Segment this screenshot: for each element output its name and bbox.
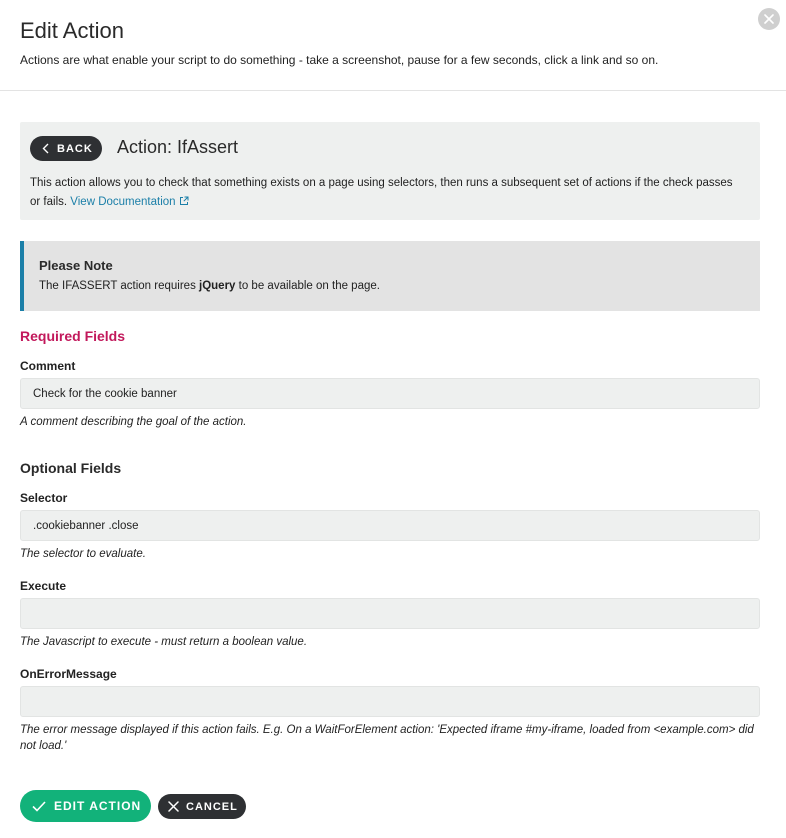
comment-help: A comment describing the goal of the action. (20, 416, 247, 428)
modal-subtitle: Actions are what enable your script to do something - take a screenshot, pause for a few seconds, click a link and so on. (20, 53, 659, 67)
check-icon (32, 801, 46, 812)
selector-input[interactable] (20, 510, 760, 541)
view-documentation-link[interactable] (70, 196, 188, 208)
back-button[interactable] (30, 136, 102, 161)
close-button[interactable] (758, 8, 780, 30)
on-error-message-input[interactable] (20, 686, 760, 717)
cancel-label: CANCEL (186, 800, 238, 813)
close-icon (168, 801, 179, 812)
selector-label: Selector (20, 491, 68, 505)
selector-help: The selector to evaluate. (20, 548, 146, 560)
note-title: Please Note (39, 258, 113, 273)
action-description (30, 174, 742, 212)
comment-label: Comment (20, 359, 76, 373)
note-text-after: to be available on the page. (235, 280, 380, 292)
please-note-box (20, 241, 760, 311)
cancel-button[interactable] (158, 794, 246, 819)
action-title: Action: IfAssert (117, 137, 239, 157)
edit-action-button[interactable] (20, 790, 151, 822)
edit-action-label: EDIT ACTION (54, 799, 142, 813)
optional-fields-title: Optional Fields (20, 460, 122, 476)
execute-help: The Javascript to execute - must return a boolean value. (20, 636, 308, 648)
view-documentation-label: View Documentation (70, 196, 176, 208)
execute-input[interactable] (20, 598, 760, 629)
external-link-icon (179, 196, 189, 206)
action-description-text: This action allows you to check that something exists on a page using selectors, then runs a subsequent set of actions if the check passes or fails. (30, 177, 733, 208)
close-icon (764, 14, 774, 24)
note-text (39, 280, 380, 292)
chevron-left-icon (42, 143, 49, 154)
note-text-before: The IFASSERT action requires (39, 280, 200, 292)
modal-title: Edit Action (20, 18, 124, 43)
back-button-label: BACK (57, 142, 93, 155)
on-error-message-label: OnErrorMessage (20, 667, 117, 681)
required-fields-title: Required Fields (20, 328, 126, 344)
execute-label: Execute (20, 579, 67, 593)
on-error-message-help: The error message displayed if this action fails. E.g. On a WaitForElement action: 'Expected iframe #my-iframe, loaded from <example.com> did not load.' (20, 724, 754, 752)
comment-input[interactable] (20, 378, 760, 409)
modal-header (0, 0, 786, 91)
action-card (20, 122, 760, 220)
note-text-bold: jQuery (199, 280, 236, 292)
